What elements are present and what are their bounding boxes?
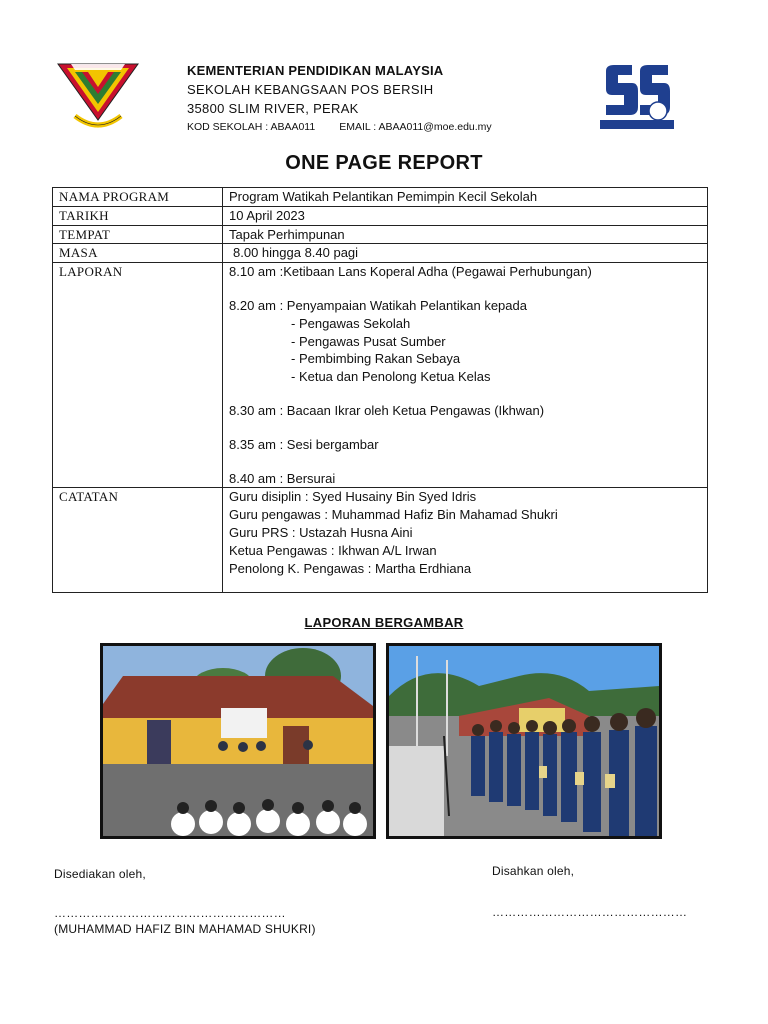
table-row bbox=[53, 206, 708, 225]
report-line: 8.40 am : Bersurai bbox=[229, 470, 336, 486]
verified-signature-line: ………………………………………… bbox=[492, 905, 688, 919]
date-label: TARIKH bbox=[53, 206, 223, 225]
note-line: Guru pengawas : Muhammad Hafiz Bin Mahamad Shukri bbox=[229, 507, 558, 523]
ks25-logo bbox=[600, 63, 674, 139]
school-letterhead bbox=[187, 61, 492, 137]
time-label: MASA bbox=[53, 244, 223, 263]
page-title: ONE PAGE REPORT bbox=[285, 152, 483, 174]
place-label: TEMPAT bbox=[53, 225, 223, 244]
school-crest-logo bbox=[55, 60, 141, 132]
school-email: EMAIL : ABAA011@moe.edu.my bbox=[339, 121, 492, 133]
note-line: Guru PRS : Ustazah Husna Aini bbox=[229, 524, 413, 540]
report-table bbox=[52, 187, 708, 593]
note-line: Ketua Pengawas : Ikhwan A/L Irwan bbox=[229, 542, 437, 558]
program-value: Program Watikah Pelantikan Pemimpin Kecil Sekolah bbox=[223, 188, 708, 207]
table-row bbox=[53, 225, 708, 244]
table-row bbox=[53, 244, 708, 263]
report-line: 8.10 am :Ketibaan Lans Koperal Adha (Pegawai Perhubungan) bbox=[229, 264, 592, 280]
report-subitem: - Pengawas Sekolah bbox=[291, 315, 411, 331]
report-subitem: - Pengawas Pusat Sumber bbox=[291, 333, 446, 349]
prepared-by-label: Disediakan oleh, bbox=[54, 867, 146, 881]
report-label: LAPORAN bbox=[53, 263, 223, 488]
school-code: KOD SEKOLAH : ABAA011 bbox=[187, 121, 316, 133]
table-row bbox=[53, 488, 708, 593]
report-line: 8.35 am : Sesi bergambar bbox=[229, 436, 379, 452]
prepared-signature-line: ………………………………………………… bbox=[54, 906, 286, 920]
verified-by-label: Disahkan oleh, bbox=[492, 864, 575, 878]
report-subitem: - Ketua dan Penolong Ketua Kelas bbox=[291, 369, 491, 385]
note-line: Guru disiplin : Syed Husainy Bin Syed Idris bbox=[229, 489, 477, 505]
note-line: Penolong K. Pengawas : Martha Erdhiana bbox=[229, 560, 472, 576]
ministry-name: KEMENTERIAN PENDIDIKAN MALAYSIA bbox=[187, 63, 444, 78]
prepared-by-name: (MUHAMMAD HAFIZ BIN MAHAMAD SHUKRI) bbox=[54, 922, 316, 936]
photo-pledge-ceremony bbox=[386, 643, 662, 839]
program-label: NAMA PROGRAM bbox=[53, 188, 223, 207]
report-line: 8.30 am : Bacaan Ikrar oleh Ketua Pengawas (Ikhwan) bbox=[229, 402, 545, 418]
school-contact bbox=[187, 118, 492, 137]
photo-school-building bbox=[100, 643, 376, 839]
place-value: Tapak Perhimpunan bbox=[223, 225, 708, 244]
notes-cell bbox=[223, 488, 708, 593]
report-subitem: - Pembimbing Rakan Sebaya bbox=[291, 351, 461, 367]
report-line: 8.20 am : Penyampaian Watikah Pelantikan kepada bbox=[229, 297, 527, 313]
date-value: 10 April 2023 bbox=[223, 206, 708, 225]
notes-label: CATATAN bbox=[53, 488, 223, 593]
time-value-text: 8.00 hingga 8.40 pagi bbox=[233, 245, 359, 261]
time-value bbox=[223, 244, 708, 263]
school-name: SEKOLAH KEBANGSAAN POS BERSIH bbox=[187, 82, 434, 97]
table-row bbox=[53, 188, 708, 207]
report-cell bbox=[223, 263, 708, 488]
photo-report-heading: LAPORAN BERGAMBAR bbox=[304, 615, 464, 630]
school-address: 35800 SLIM RIVER, PERAK bbox=[187, 101, 359, 116]
table-row bbox=[53, 263, 708, 488]
